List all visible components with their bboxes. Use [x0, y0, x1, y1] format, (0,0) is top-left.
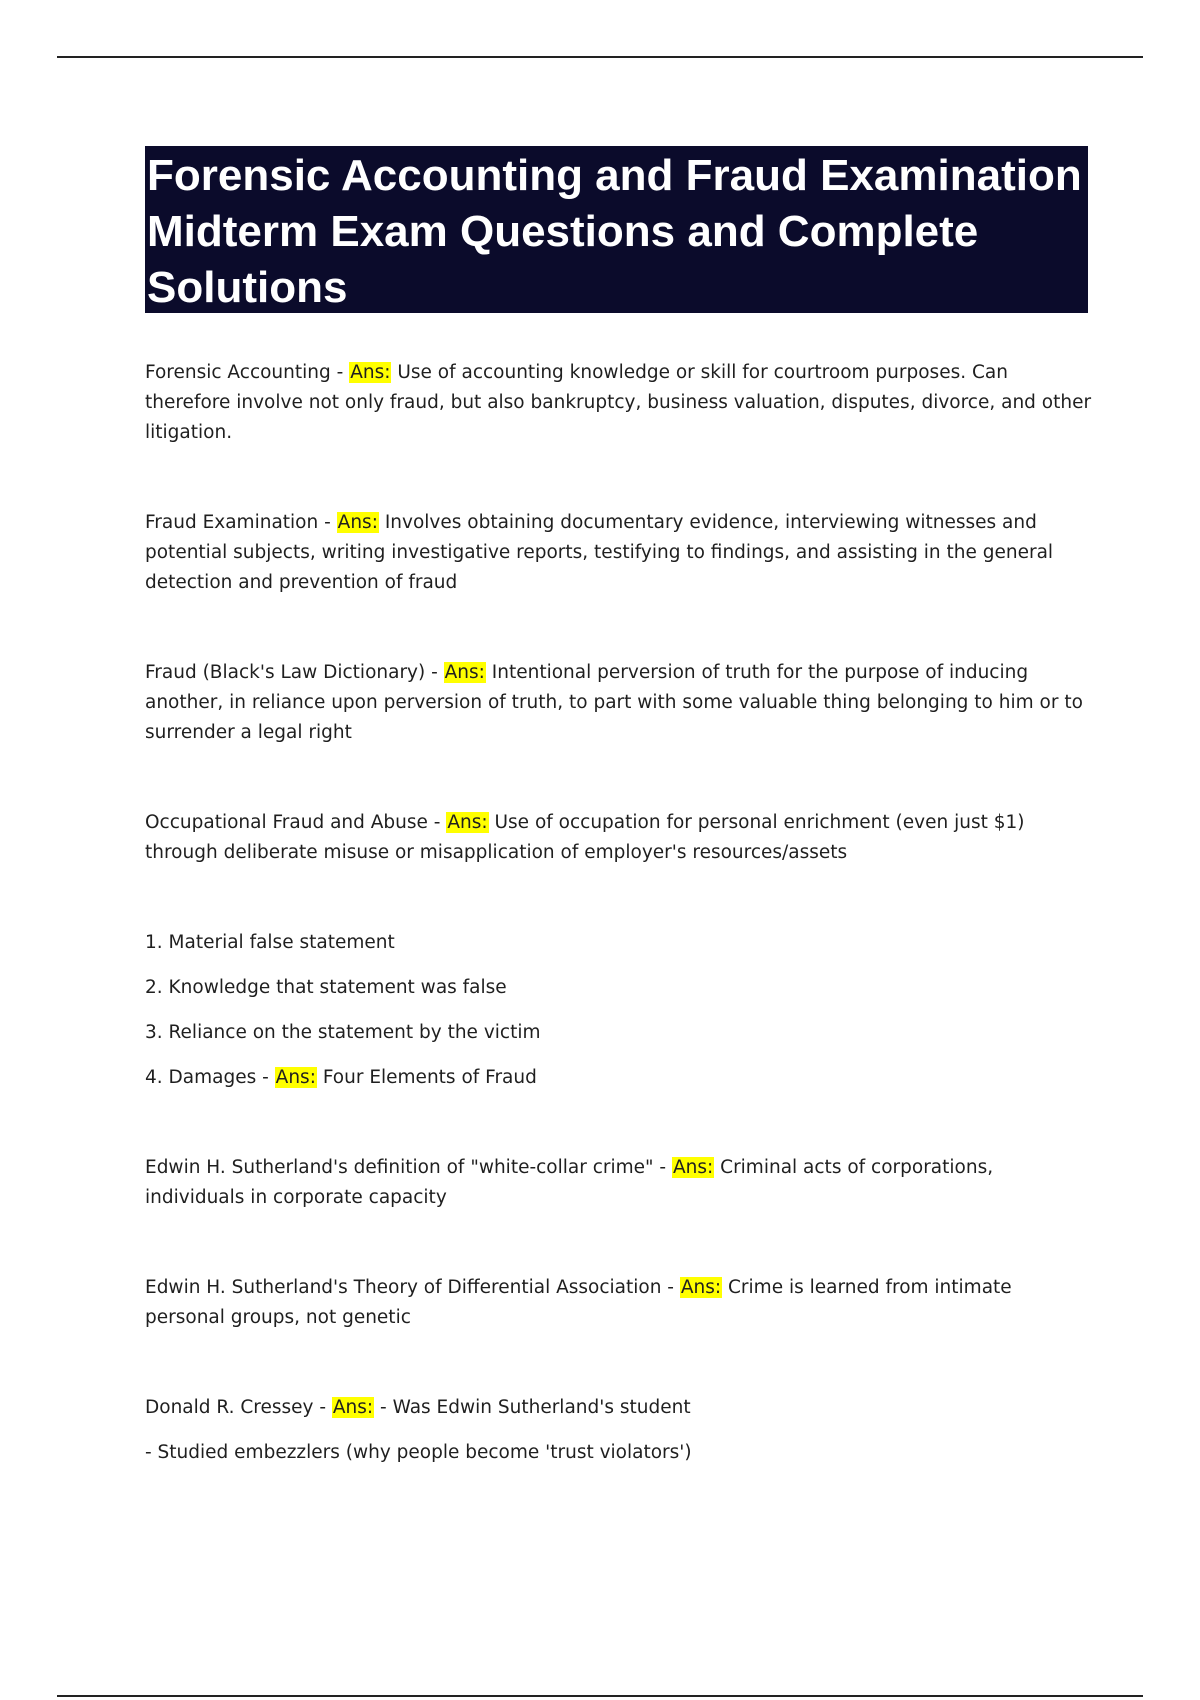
qa-answer: Criminal acts of corporations, individuals in corporate capacity [145, 1157, 994, 1208]
qa-text [145, 808, 1095, 868]
qa-item [145, 1393, 1095, 1468]
qa-answer: Crime is learned from intimate personal groups, not genetic [145, 1277, 1012, 1328]
footer-rule [57, 1695, 1143, 1697]
ans-label: Ans: [275, 1067, 316, 1088]
list-item-term: 4. Damages - [145, 1067, 275, 1088]
qa-term: Forensic Accounting - [145, 362, 350, 383]
qa-term: Edwin H. Sutherland's Theory of Differential Association - [145, 1277, 680, 1298]
qa-term: Occupational Fraud and Abuse - [145, 812, 447, 833]
ans-label: Ans: [444, 662, 485, 683]
qa-answer: Involves obtaining documentary evidence, interviewing witnesses and potential subjects, writing investigative reports, testifying to findings, and assisting in the general detection and prevention of fraud [145, 512, 1054, 593]
qa-text [145, 1393, 1095, 1423]
ans-label: Ans: [680, 1277, 722, 1298]
qa-term: Edwin H. Sutherland's definition of "white-collar crime" - [145, 1157, 672, 1178]
list-item: 3. Reliance on the statement by the victim [145, 1022, 541, 1043]
qa-text [145, 358, 1095, 448]
qa-item [145, 1153, 1095, 1213]
title-banner [145, 146, 1088, 313]
qa-text [145, 658, 1095, 748]
qa-text [145, 508, 1095, 598]
qa-answer: Four Elements of Fraud [316, 1067, 537, 1088]
qa-item [145, 1273, 1095, 1333]
qa-answer: Intentional perversion of truth for the purpose of inducing another, in reliance upon perversion of truth, to part with some valuable thing belonging to him or to surrender a legal right [145, 662, 1083, 743]
qa-item [145, 658, 1095, 748]
document-body [145, 358, 1095, 1528]
ans-label: Ans: [673, 1157, 714, 1178]
qa-answer: - Was Edwin Sutherland's student [374, 1397, 691, 1418]
qa-answer: Use of accounting knowledge or skill for courtroom purposes. Can therefore involve not only fraud, but also bankruptcy, business valuation, disputes, divorce, and other litigation. [145, 362, 1092, 443]
qa-text [145, 1153, 1095, 1213]
list-item [145, 1063, 1095, 1093]
qa-term: Fraud Examination - [145, 512, 337, 533]
qa-term: Fraud (Black's Law Dictionary) - [145, 662, 444, 683]
ans-label: Ans: [332, 1397, 374, 1418]
ans-label: Ans: [447, 812, 488, 833]
qa-term: Donald R. Cressey - [145, 1397, 332, 1418]
ans-label: Ans: [350, 362, 391, 383]
qa-text [145, 1273, 1095, 1333]
document-title: Forensic Accounting and Fraud Examination Midterm Exam Questions and Complete Solutions [147, 151, 1082, 312]
qa-answer-continued: - Studied embezzlers (why people become 'trust violators') [145, 1442, 692, 1463]
qa-answer: Use of occupation for personal enrichment (even just $1) through deliberate misuse or misapplication of employer's resources/assets [145, 812, 1025, 863]
elements-of-fraud-item [145, 928, 1095, 1093]
qa-item [145, 508, 1095, 598]
list-item: 2. Knowledge that statement was false [145, 977, 507, 998]
qa-item [145, 358, 1095, 448]
qa-item [145, 808, 1095, 868]
list-item: 1. Material false statement [145, 932, 395, 953]
header-rule [57, 56, 1143, 58]
ans-label: Ans: [337, 512, 378, 533]
